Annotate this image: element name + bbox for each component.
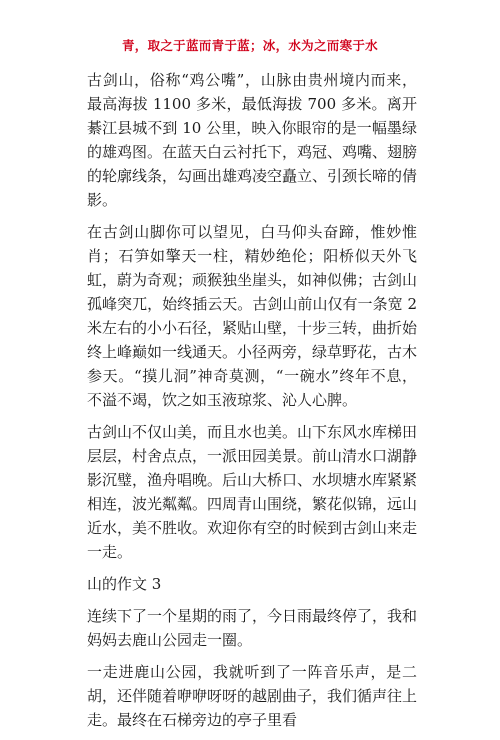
header-quote: 青，取之于蓝而青于蓝；冰，水为之而寒于水 <box>121 38 378 53</box>
paragraph: 古剑山，俗称“鸡公嘴”，山脉由贵州境内而来，最高海拔 1100 多米，最低海拔 700 多米。离开綦江县城不到 10 公里，映入你眼帘的是一幅墨绿的雄鸡图。在蓝天白云衬托下，鸡冠、鸡嘴、翅膀的轮廓线条，勾画出雄鸡凌空矗立、引颈长啼的倩影。 <box>87 71 418 209</box>
paragraph: 连续下了一个星期的雨了，今日雨最终停了，我和妈妈去鹿山公园走一圈。 <box>87 607 418 649</box>
paragraph: 一走进鹿山公园，我就听到了一阵音乐声，是二胡，还伴随着咿咿呀呀的越剧曲子，我们循声往上走。最终在石梯旁边的亭子里看 <box>87 663 418 729</box>
section-heading: 山的作文 3 <box>87 575 162 593</box>
paragraph: 在古剑山脚你可以望见，白马仰头奋蹄，惟妙惟肖；石笋如擎天一柱，精妙绝伦；阳桥似天外飞虹，蔚为奇观；顽猴独坐崖头，如神似佛；古剑山孤峰突兀，始终插云天。古剑山前山仅有一条宽 2 米左右的小小石径，紧贴山壁，十步三转，曲折始终上峰巅如一线通天。小径两旁，绿草野花，古木参天。“摸儿洞”神奇莫测，“一碗水”终年不息，不溢不竭，饮之如玉液琼浆、沁人心脾。 <box>87 223 418 409</box>
article-body <box>87 68 417 740</box>
paragraph: 古剑山不仅山美，而且水也美。山下东风水库梯田层层，村舍点点，一派田园美景。前山清水口湖静影沉璧，渔舟唱晚。后山大桥口、水坝塘水库紧紧相连，波光粼粼。四周青山围绕，繁花似锦，远山近水，美不胜收。欢迎你有空的时候到古剑山来走一走。 <box>87 423 418 561</box>
